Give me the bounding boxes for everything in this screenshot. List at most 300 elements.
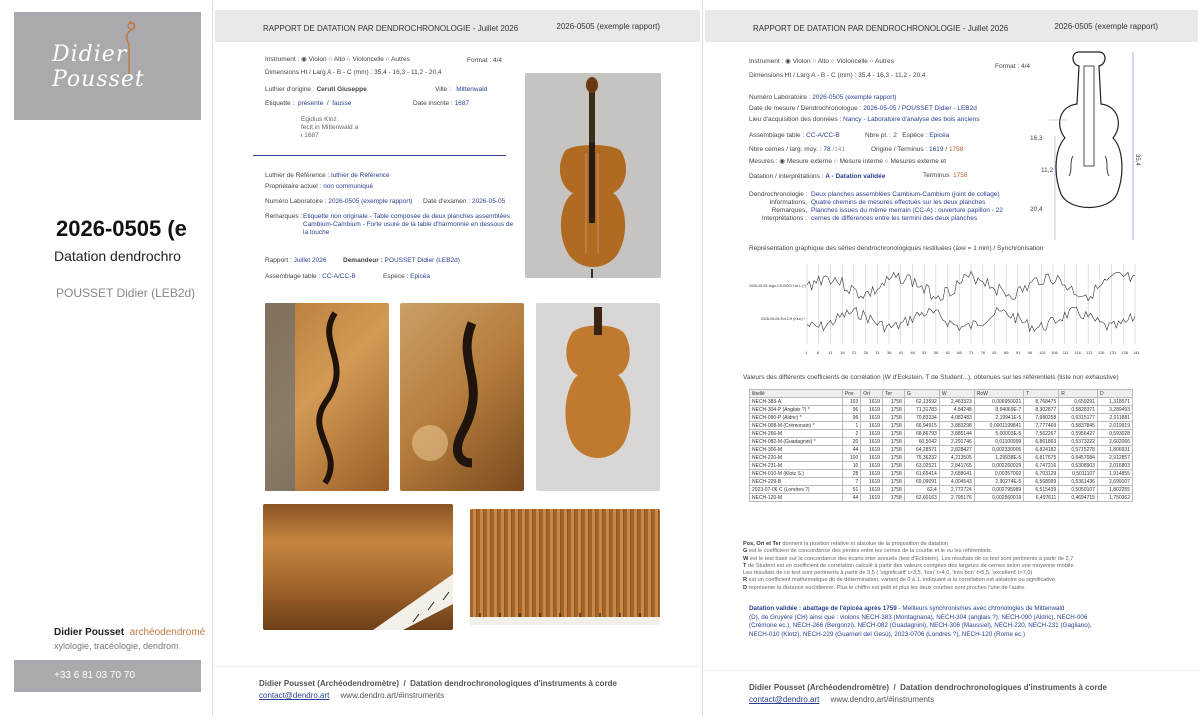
- header-ref: 2026-0505 (exemple rapport): [556, 22, 660, 31]
- x-tick-label: 106: [1051, 350, 1058, 355]
- footer-title: Datation dendrochronologiques d'instruments à corde: [410, 679, 617, 688]
- table-cell: 1619: [861, 438, 883, 446]
- table-cell: 8,302877: [1024, 406, 1059, 414]
- table-row[interactable]: [750, 430, 1133, 438]
- rapport-value: Juillet 2026: [293, 257, 327, 264]
- sidebar: [0, 0, 212, 716]
- wood-surface-photo: [263, 504, 453, 630]
- ring-width-graph: [749, 260, 1139, 360]
- table-header-cell: D: [1097, 390, 1132, 398]
- violin-front-photo: [525, 73, 661, 278]
- table-cell: 2,291746: [939, 438, 974, 446]
- table-cell: 1758: [883, 422, 905, 430]
- table-cell: NECH-304-P (Anglais ?) *: [750, 406, 843, 414]
- violin-back-image: [536, 303, 660, 491]
- table-cell: 2,602066: [1097, 438, 1132, 446]
- table-cell: 2,019919: [1097, 422, 1132, 430]
- remarques-label: Remarques :: [265, 213, 303, 220]
- table-cell: 61,65414: [904, 470, 939, 478]
- table-row[interactable]: [750, 422, 1133, 430]
- mesures-row: [749, 158, 946, 166]
- instrument-label: Instrument :: [749, 58, 784, 65]
- espece-label: Espèce :: [383, 273, 409, 280]
- remarques-line: la touche: [303, 229, 330, 237]
- radio-alto[interactable]: ○ Alto: [328, 56, 345, 63]
- footer-site-link[interactable]: www.dendro.art/#instruments: [340, 691, 445, 700]
- datation-conclusion-line: NECH-010 (Klotz), NECH-229 (Guarneri del Gesù), 2023-0706 (Londres ?), NECH-120 (Rome ec.): [749, 630, 1026, 638]
- table-header-cell: W: [939, 390, 974, 398]
- table-cell: 1619: [861, 454, 883, 462]
- x-tick-label: 1: [805, 350, 808, 355]
- terminus-value: 1758: [953, 172, 968, 179]
- table-cell: NECH-120-M: [750, 494, 843, 502]
- table-cell: 0,5011107: [1059, 470, 1098, 478]
- x-tick-label: 96: [1027, 350, 1033, 355]
- table-cell: NECH-010-M (Klotz S.): [750, 470, 843, 478]
- table-row[interactable]: [750, 438, 1133, 446]
- radio-violon[interactable]: ◉ Violon: [301, 56, 327, 63]
- graph-x-ticks: [805, 350, 1140, 355]
- correlation-table: [749, 389, 1133, 502]
- table-header-cell: Pos: [842, 390, 860, 398]
- x-tick-label: 81: [992, 350, 997, 355]
- footer-links: [259, 691, 444, 700]
- note-line: [743, 570, 1163, 577]
- note-text: est le coefficient de concordance des pentes entre les cernes de la courbe et le ou les référentiels.: [747, 548, 993, 555]
- radio-autres[interactable]: ○ Autres: [385, 56, 410, 63]
- table-cell: 0,002260029: [974, 462, 1024, 470]
- dendro-label: Dendrochronologie :: [749, 191, 808, 198]
- table-cell: 68,86793: [904, 430, 939, 438]
- x-tick-label: 116: [1074, 350, 1081, 355]
- footer-title-line: Didier Pousset (Archéodendromètre) / Datation dendrochronologiques d'instruments à corde: [749, 683, 1107, 692]
- date-mesure-row: [749, 105, 977, 113]
- table-cell: 6,861863: [1024, 438, 1059, 446]
- proprietaire-row: [265, 183, 373, 191]
- etiquette-alt: fausse: [332, 100, 352, 107]
- logo-text: Didier Pousset: [52, 42, 145, 92]
- table-cell: 62,13592: [904, 398, 939, 406]
- footer-site-link[interactable]: www.dendro.art/#instruments: [830, 695, 935, 704]
- origine-value: 1619: [929, 146, 944, 153]
- radio-mesures-externe-et[interactable]: ○ Mesures externe et: [884, 158, 947, 165]
- table-cell: 2,90274E-5: [974, 478, 1024, 486]
- document-author: POUSSET Didier (LEB2d): [56, 286, 196, 300]
- datation-conclusion: [749, 605, 1169, 639]
- x-tick-label: 36: [887, 350, 892, 355]
- table-cell: 6,497611: [1024, 494, 1059, 502]
- x-tick-label: 61: [945, 350, 951, 355]
- note-key: G: [743, 548, 748, 555]
- table-cell: 0,002795989: [974, 486, 1024, 494]
- table-cell: 103: [842, 398, 860, 406]
- report-page-1: [212, 0, 702, 716]
- footer-name: Didier Pousset (Archéodendromètre): [259, 679, 400, 688]
- radio-violoncelle[interactable]: ○ Violoncelle: [830, 58, 868, 65]
- numero-label: Numéro Laboratoire :: [749, 94, 811, 101]
- dendro-value: Quatre chemins de mesures effectués sur les deux planches: [811, 199, 986, 207]
- demandeur-row: [343, 257, 460, 265]
- assemblage-row: [749, 132, 840, 140]
- table-row[interactable]: [750, 494, 1133, 502]
- table-cell: 6,515439: [1024, 486, 1059, 494]
- table-cell: 62,60163: [904, 494, 939, 502]
- table-cell: 0,5715278: [1059, 446, 1098, 454]
- table-cell: 1619: [861, 446, 883, 454]
- footer-title: Datation dendrochronologiques d'instruments à corde: [900, 683, 1107, 692]
- table-cell: 7,562267: [1024, 430, 1059, 438]
- table-cell: 0,00357002: [974, 470, 1024, 478]
- table-cell: 0,6457084: [1059, 454, 1098, 462]
- etiquette-line: i 1687: [301, 132, 319, 140]
- table-cell: NECH-082-M (Guadagnini) *: [750, 438, 843, 446]
- table-cell: 66,94915: [904, 422, 939, 430]
- f-hole-image: [265, 303, 389, 491]
- rapport-row: [265, 257, 326, 265]
- table-cell: 28: [842, 470, 860, 478]
- note-key: R: [743, 577, 748, 584]
- note-line: [743, 548, 1163, 555]
- violin-outline-diagram: [1029, 44, 1149, 242]
- table-cell: 1619: [861, 398, 883, 406]
- table-cell: 6,703129: [1024, 470, 1059, 478]
- remarques-line: Etiquette non originale - Table composée de deux planches assemblées: [303, 213, 510, 220]
- table-cell: 1619: [861, 406, 883, 414]
- dendro-label: Remarques,: [771, 207, 807, 215]
- radio-violoncelle[interactable]: ○ Violoncelle: [346, 56, 384, 63]
- etiquette-row: Etiquette : présente / fausse: [265, 100, 352, 107]
- x-tick-label: 126: [1097, 350, 1105, 355]
- datation-conclusion-line: - Meilleurs synchronismes avec chronologies de Mittenwald: [896, 605, 1065, 612]
- luthier-ref-label: Luthier de Référence :: [265, 172, 330, 179]
- table-cell: 0,006950021: [974, 398, 1024, 406]
- table-cell: 1619: [861, 430, 883, 438]
- date-examen-value: 2026-05-05: [471, 198, 506, 205]
- table-row[interactable]: [750, 454, 1133, 462]
- table-cell: 1758: [883, 478, 905, 486]
- table-cell: 6,817675: [1024, 454, 1059, 462]
- radio-label: Mesure externe: [786, 158, 833, 165]
- table-cell: 63,02521: [904, 462, 939, 470]
- format-value: 4/4: [1021, 63, 1031, 70]
- datation-label: Datation / interprétations :: [749, 173, 824, 180]
- mesures-label: Mesures :: [749, 158, 778, 165]
- divider: [253, 155, 506, 156]
- note-line: [743, 585, 1163, 592]
- origine-label: Origine / Terminus :: [871, 146, 928, 153]
- ruler-image: [263, 504, 453, 630]
- table-cell: 2,828427: [939, 446, 974, 454]
- table-cell: 1619: [861, 486, 883, 494]
- growth-rings-photo: [470, 509, 660, 625]
- radio-autres[interactable]: ○ Autres: [869, 58, 894, 65]
- x-tick-label: 16: [840, 350, 845, 355]
- note-key: Pos, Ori et Ter: [743, 541, 781, 547]
- table-cell: 1758: [883, 430, 905, 438]
- terminus-value: 1758: [948, 146, 964, 153]
- table-cell: 3,885144: [939, 430, 974, 438]
- etiquette-text: [301, 116, 358, 140]
- x-tick-label: 6: [816, 350, 819, 355]
- datation-value: A - Datation validée: [825, 173, 886, 180]
- numero-row: [749, 94, 896, 102]
- date-inscrite-label: Date inscrite :: [413, 100, 453, 107]
- table-cell: NECH-090-P (Aldric) *: [750, 414, 843, 422]
- table-cell: 1: [842, 422, 860, 430]
- date-mesure-value: 2026-05-05 / POUSSET Didier - LEB2d: [863, 105, 977, 112]
- note-key: T: [743, 562, 747, 569]
- note-text: représente la distance euclidienne. Plus le chiffre est petit et plus les deux courbes sont proches l'une de l'autre.: [747, 584, 1026, 591]
- format-value: 4/4: [493, 57, 503, 64]
- footer-email-link[interactable]: contact@dendro.art: [749, 695, 820, 704]
- proprietaire-label: Propriétaire actuel :: [265, 183, 322, 190]
- table-cell: NECH-266-M: [750, 430, 843, 438]
- assemblage-value: CC-A/CC-B: [806, 132, 840, 139]
- table-cell: 1,914855: [1097, 470, 1132, 478]
- table-cell: 1619: [861, 494, 883, 502]
- document-number: 2026-0505 (e: [56, 216, 187, 241]
- contact-name: Didier Pousset: [54, 627, 125, 638]
- header-title: RAPPORT DE DATATION PAR DENDROCHRONOLOGIE - Juillet 2026: [263, 24, 519, 33]
- numero-value: 2026-0505 (exemple rapport): [812, 94, 897, 101]
- nbre-pl-value: 2: [893, 132, 897, 139]
- assemblage-row: [265, 273, 356, 281]
- table-header-row: [750, 390, 1133, 398]
- espece-value: Epicéa: [929, 132, 950, 139]
- table-cell: 44: [842, 494, 860, 502]
- table-cell: 8,768475: [1024, 398, 1059, 406]
- x-tick-label: 31: [875, 350, 880, 355]
- graph-grid: [807, 264, 1135, 344]
- table-cell: 5,00003E-5: [974, 430, 1024, 438]
- table-row[interactable]: [750, 470, 1133, 478]
- table-header-cell: RoW: [974, 390, 1024, 398]
- date-examen-row: [423, 198, 505, 206]
- series-2-label: 2026-05-05-Ext-CH (Kloc) *: [761, 317, 805, 321]
- table-row[interactable]: [750, 478, 1133, 486]
- contact-role: archéodendromé: [129, 627, 206, 638]
- radio-label: Mesure interne: [839, 158, 883, 165]
- table-cell: 1,750362: [1097, 494, 1132, 502]
- table-header-cell: Ori: [861, 390, 883, 398]
- note-line: [743, 556, 1163, 563]
- demandeur-value: POUSSET Didier (LEB2d): [384, 257, 460, 264]
- table-cell: NECH-231-M: [750, 462, 843, 470]
- radio-label: Autres: [875, 58, 894, 65]
- table-cell: 1758: [883, 398, 905, 406]
- terminus-label: Terminus: [923, 172, 950, 179]
- lieu-row: [749, 116, 980, 124]
- page-footer: [213, 666, 702, 716]
- numero-value: 2026-0505 (exemple rapport): [328, 198, 413, 205]
- table-row[interactable]: [750, 486, 1133, 494]
- footer-name: Didier Pousset (Archéodendromètre): [749, 683, 890, 692]
- table-cell: 3,883298: [939, 422, 974, 430]
- instrument-row: [749, 58, 894, 66]
- table-row[interactable]: [750, 462, 1133, 470]
- table-cell: 2,463323: [939, 398, 974, 406]
- table-cell: 2,016803: [1097, 462, 1132, 470]
- date-inscrite-row: [413, 100, 469, 108]
- table-cell: 1758: [883, 486, 905, 494]
- f-hole-closeup-image: [400, 303, 524, 491]
- diagram-c-label: 20,4: [1030, 206, 1043, 213]
- table-row[interactable]: [750, 414, 1133, 422]
- table-cell: 2: [842, 430, 860, 438]
- table-cell: 75,36232: [904, 454, 939, 462]
- diagram-b-label: 11,2: [1041, 167, 1054, 174]
- nbre-pl-row: [865, 132, 949, 140]
- dendro-values: [811, 191, 1003, 224]
- etiquette-label: Etiquette :: [265, 100, 295, 107]
- table-cell: 1758: [883, 494, 905, 502]
- table-cell: 0,0001199841: [974, 422, 1024, 430]
- format-row: [995, 63, 1030, 71]
- x-tick-label: 51: [922, 350, 927, 355]
- table-cell: 0,002330005: [974, 446, 1024, 454]
- format-label: Format :: [467, 57, 492, 64]
- luthier-value: Ceruti Giuseppe: [316, 86, 367, 93]
- table-cell: 100: [842, 454, 860, 462]
- nbre-pl-label: Nbre pl. :: [865, 132, 892, 139]
- table-cell: 1,29938E-5: [974, 454, 1024, 462]
- diagram-height-label: 35,4: [1134, 154, 1140, 166]
- espece-row: [383, 273, 430, 281]
- table-cell: 0,5837845: [1059, 422, 1098, 430]
- table-cell: 7,777469: [1024, 422, 1059, 430]
- table-cell: NECH-229-B: [750, 478, 843, 486]
- etiquette-line: Egidius Kloz: [301, 116, 337, 123]
- table-cell: 1619: [861, 414, 883, 422]
- table-cell: 96: [842, 406, 860, 414]
- graph-title: Représentation graphique des séries dendrochronologiques restituées (axe = 1 mm) / Synchronisation: [749, 245, 1044, 252]
- series-1-label: 2026-05-05-Algo-CH-BOCH-ALL (*): [749, 284, 806, 288]
- radio-alto[interactable]: ○ Alto: [812, 58, 829, 65]
- dimensions-label: Dimensions Ht / Larg A - B - C (mm) :: [265, 69, 373, 76]
- radio-label: Violon: [308, 56, 327, 63]
- dendro-label: Informations,: [769, 199, 807, 207]
- table-cell: 69,09091: [904, 478, 939, 486]
- table-row[interactable]: [750, 398, 1133, 406]
- format-row: [467, 57, 502, 65]
- table-row[interactable]: [750, 446, 1133, 454]
- table-cell: 2,841765: [939, 462, 974, 470]
- table-body: [750, 398, 1133, 502]
- table-cell: 3,289493: [1097, 406, 1132, 414]
- footer-email-link[interactable]: contact@dendro.art: [259, 691, 330, 700]
- radio-mesure-interne[interactable]: ○ Mesure interne: [833, 158, 883, 165]
- table-cell: 1619: [861, 462, 883, 470]
- radio-label: Autres: [391, 56, 410, 63]
- x-tick-label: 121: [1086, 350, 1093, 355]
- note-line: [743, 541, 1163, 548]
- lieu-value: Nancy - Laboratoire d'analyse des bois anciens: [843, 116, 980, 123]
- remarques-value: [303, 213, 513, 237]
- dimensions-value: 35,4 - 16,3 - 11,2 - 20,4: [374, 69, 442, 76]
- table-cell: 2,912857: [1097, 454, 1132, 462]
- radio-label: Alto: [817, 58, 829, 65]
- radio-mesure-externe[interactable]: ◉ Mesure externe: [779, 158, 833, 165]
- demandeur-label: Demandeur :: [343, 257, 383, 264]
- proprietaire-value: non communiqué: [323, 183, 374, 190]
- table-header-cell: T: [1024, 390, 1059, 398]
- radio-violon[interactable]: ◉ Violon: [785, 58, 811, 65]
- radio-label: Alto: [333, 56, 345, 63]
- radio-label: Violoncelle: [352, 56, 384, 63]
- origine-row: Origine / Terminus : 1619 / 1758: [871, 146, 964, 153]
- table-cell: NECH-220-M: [750, 454, 843, 462]
- table-cell: 6,824182: [1024, 446, 1059, 454]
- dendro-labels: [749, 191, 807, 224]
- table-cell: 4,213505: [939, 454, 974, 462]
- nbre-cernes-row: [749, 146, 845, 154]
- f-hole-detail-photo: [265, 303, 389, 491]
- table-header-cell: libellé: [750, 390, 843, 398]
- x-tick-label: 46: [910, 350, 915, 355]
- dimensions-label: Dimensions Ht / Larg A - B - C (mm) :: [749, 72, 857, 79]
- table-cell: 44: [842, 446, 860, 454]
- x-tick-label: 86: [1004, 350, 1009, 355]
- date-mesure-label: Date de mesure / Dendrochronologue :: [749, 105, 862, 112]
- table-cell: 0,5956427: [1059, 430, 1098, 438]
- luthier-ref-row: [265, 172, 390, 180]
- x-tick-label: 76: [980, 350, 986, 355]
- espece-label: Espèce :: [902, 132, 928, 139]
- table-cell: 1,806931: [1097, 446, 1132, 454]
- espece-value: Epicéa: [410, 273, 430, 280]
- assemblage-value: CC-A/CC-B: [322, 273, 356, 280]
- table-cell: 7: [842, 478, 860, 486]
- dendro-value: cernes de différences entre les termini des deux planches: [811, 215, 978, 223]
- table-cell: 0,6315177: [1059, 414, 1098, 422]
- table-cell: 0,5373222: [1059, 438, 1098, 446]
- table-cell: 2,011881: [1097, 414, 1132, 422]
- table-cell: 70,83334: [904, 414, 939, 422]
- page-header: [215, 10, 700, 42]
- x-tick-label: 136: [1121, 350, 1128, 355]
- table-cell: 0,5308903: [1059, 462, 1098, 470]
- table-cell: 0,659291: [1059, 398, 1098, 406]
- dendro-label: Interprétations :: [761, 215, 807, 223]
- datation-conclusion-line: (D), de Gruyère (CH) ainsi que : violons NECH-383 (Montagnana), NECH-304 (anglais ?), NECH-090 (Aldric), NECH-006: [749, 613, 1088, 621]
- table-cell: 1,318571: [1097, 398, 1132, 406]
- rapport-label: Rapport :: [265, 257, 292, 264]
- date-inscrite-value: 1687: [454, 100, 470, 107]
- x-tick-label: 26: [863, 350, 869, 355]
- table-cell: 1758: [883, 406, 905, 414]
- numero-row: [265, 198, 412, 206]
- ville-label: Ville :: [435, 86, 451, 93]
- notes-block: [743, 541, 1163, 592]
- table-row[interactable]: [750, 406, 1133, 414]
- x-tick-label: 11: [828, 350, 833, 355]
- f-hole-closeup-photo: [400, 303, 524, 491]
- logo[interactable]: [14, 12, 201, 120]
- dendro-value: Planches issues du même merrain (CC-A) : ouverture papillon - 22: [811, 207, 1003, 215]
- etiquette-line: fecit in Mittenwald a: [301, 124, 359, 132]
- phone-button[interactable]: +33 6 81 03 70 70: [14, 660, 201, 692]
- report-page-2: [702, 0, 1200, 716]
- datation-row: [749, 173, 885, 181]
- table-cell: 9,593028: [1097, 430, 1132, 438]
- luthier-row: [265, 86, 367, 94]
- x-tick-label: 101: [1039, 350, 1046, 355]
- table-header-cell: G: [904, 390, 939, 398]
- note-key: W: [743, 555, 749, 562]
- assemblage-label: Assemblage table :: [749, 132, 805, 139]
- note-text: est le test basé sur la concordance des écarts inter annuels (test d'Eckstein). Les résultats de ce test sont pertinents à partir de 2,7: [748, 555, 1074, 562]
- table-cell: 4,082483: [939, 414, 974, 422]
